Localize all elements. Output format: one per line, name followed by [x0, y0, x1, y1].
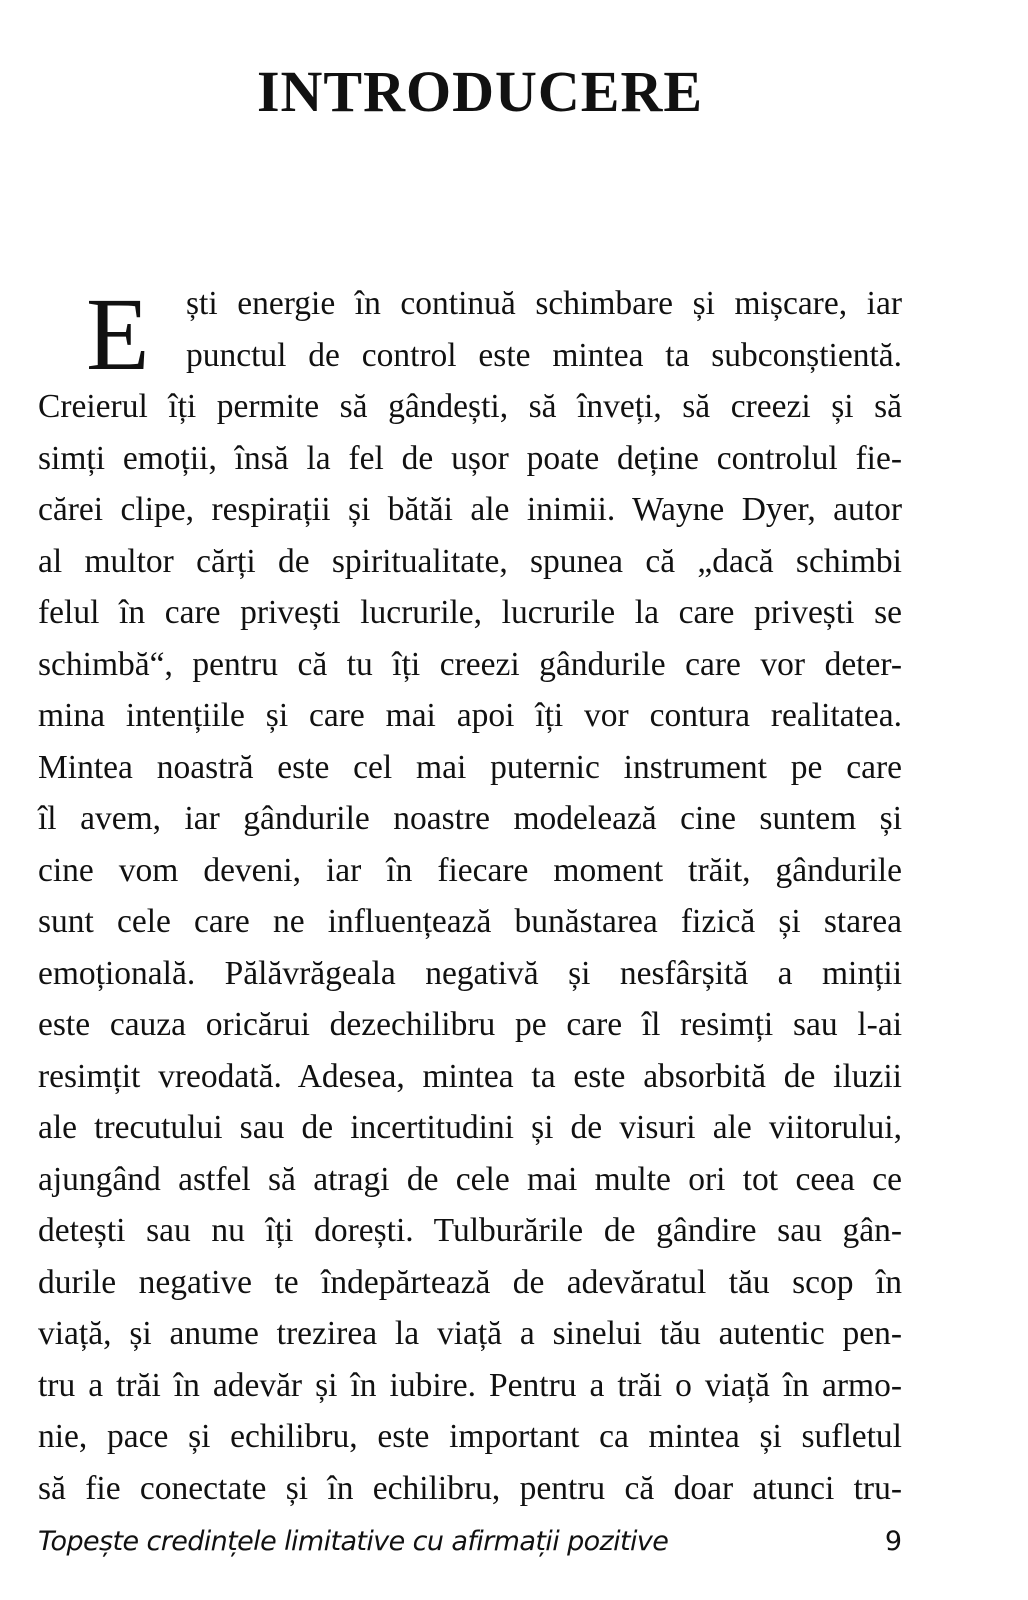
text-line: să fie conectate și în echilibru, pentru că doar atunci tru- [38, 1469, 902, 1507]
text-line: îl avem, iar gândurile noastre modelează cine suntem și [38, 800, 902, 837]
text-line: Creierul îți permite să gândești, să înveți, să creezi și să [38, 388, 902, 425]
running-footer-title: Topește credințele limitative cu afirmații pozitive [38, 1526, 669, 1557]
page-number: 9 [884, 1526, 902, 1557]
text-line: tru a trăi în adevăr și în iubire. Pentru a trăi o viață în armo- [38, 1366, 902, 1404]
text-line: schimbă“, pentru că tu îți creezi gândurile care vor deter- [38, 645, 902, 683]
text-line: emoțională. Pălăvrăgeala negativă și nesfârșită a minții [38, 954, 902, 992]
text-line: resimțit vreodată. Adesea, mintea ta este absorbită de iluzii [38, 1057, 902, 1095]
text-line: ale trecutului sau de incertitudini și de visuri ale viitorului, [38, 1109, 902, 1146]
text-line: punctul de control este mintea ta subconștientă. [186, 336, 902, 374]
text-line: viață, și anume trezirea la viață a sinelui tău autentic pen- [38, 1315, 902, 1352]
text-line: detești sau nu îți dorești. Tulburările de gândire sau gân- [38, 1212, 902, 1249]
body-paragraph [38, 278, 902, 1514]
chapter-title: INTRODUCERE [256, 58, 704, 124]
drop-cap: E [86, 277, 150, 392]
text-line: felul în care privești lucrurile, lucrurile la care privești se [38, 594, 902, 631]
text-line: mina intențiile și care mai apoi îți vor contura realitatea. [38, 697, 902, 734]
text-line: nie, pace și echilibru, este important ca mintea și sufletul [38, 1418, 902, 1455]
text-line: cine vom deveni, iar în fiecare moment trăit, gândurile [38, 851, 902, 889]
text-line: ști energie în continuă schimbare și mișcare, iar [186, 285, 902, 322]
text-line: Mintea noastră este cel mai puternic instrument pe care [38, 748, 902, 786]
text-line: este cauza oricărui dezechilibru pe care îl resimți sau l-ai [38, 1006, 902, 1043]
page-footer [38, 1522, 902, 1562]
text-line: simți emoții, însă la fel de ușor poate deține controlul fie- [38, 439, 902, 477]
text-line: cărei clipe, respirații și bătăi ale inimii. Wayne Dyer, autor [38, 491, 902, 528]
text-line: durile negative te îndepărtează de adevăratul tău scop în [38, 1263, 902, 1301]
text-line: al multor cărți de spiritualitate, spunea că „dacă schimbi [38, 542, 902, 580]
text-line: ajungând astfel să atragi de cele mai multe ori tot ceea ce [38, 1160, 902, 1198]
text-line: sunt cele care ne influențează bunăstarea fizică și starea [38, 903, 902, 940]
